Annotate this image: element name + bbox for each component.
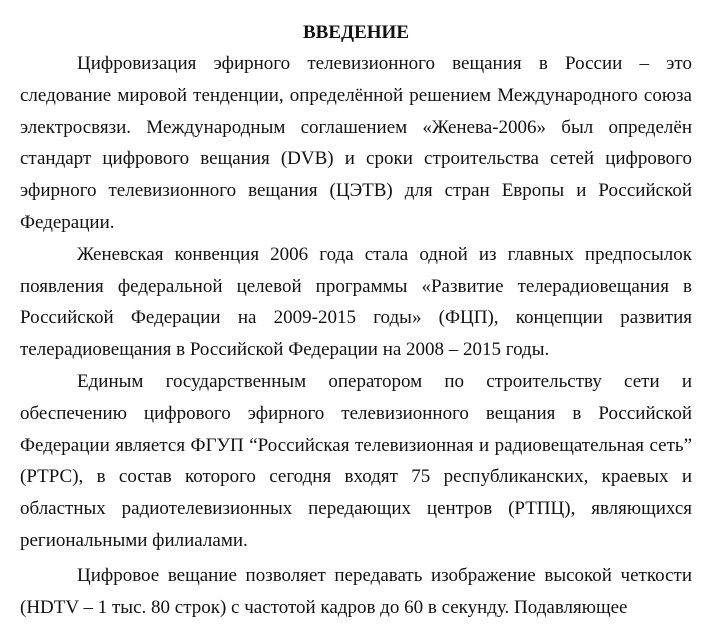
document-heading: ВВЕДЕНИЕ [303,22,409,43]
paragraph-rtrs-operator: Единым государственным оператором по строительству сети и обеспечению цифрового эфирного телевизионного вещания в Российской Федерации является ФГУП “Российская телевизионная и радиовещательная сеть” (РТРС), в состав которого сегодня входят 75 республиканских, краевых и областных радиотелевизионных передающих центров (РТПЦ), являющихся региональными филиалами. [20,370,692,551]
paragraph-digital-broadcasting: Цифровое вещание позволяет передавать изображение высокой четкости (HDTV – 1 тыс. 80 строк) с частотой кадров до 60 в секунду. Подавляющее [20,564,692,618]
document-page [20,17,692,625]
paragraph-geneva-convention: Женевская конвенция 2006 года стала одной из главных предпосылок появления федеральной целевой программы «Развитие телерадиовещания в Российской Федерации на 2009-2015 годы» (ФЦП), концепции развития телерадиовещания в Российской Федерации на 2008 – 2015 годы. [20,243,692,361]
paragraph-digitalization: Цифровизация эфирного телевизионного вещания в России – это следование мировой тенденции, определённой решением Международного союза электросвязи. Международным соглашением «Женева-2006» был определён стандарт цифрового вещания (DVB) и сроки строительства сетей цифрового эфирного телевизионного вещания (ЦЭТВ) для стран Европы и Российской Федерации. [20,53,692,233]
